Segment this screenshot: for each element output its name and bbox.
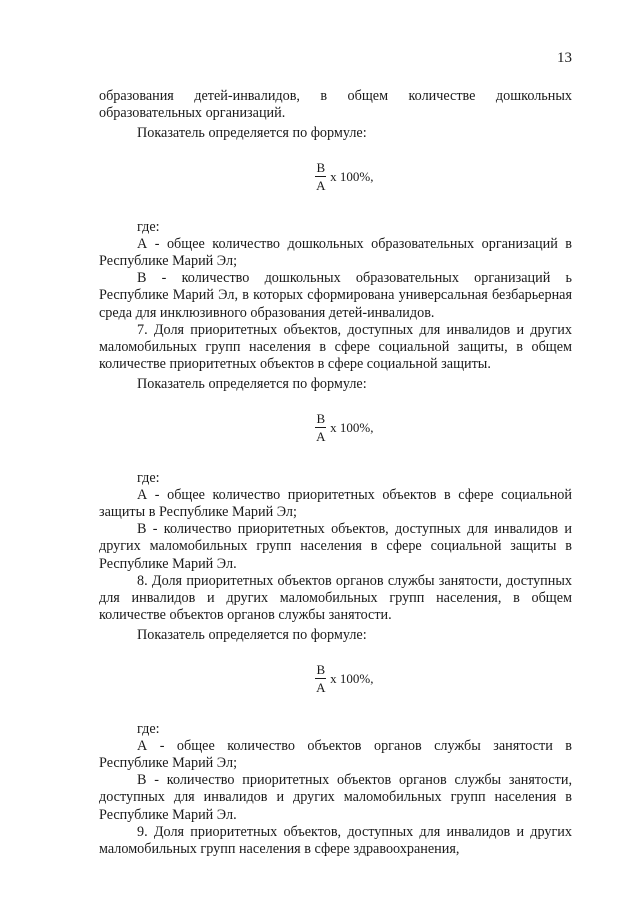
paragraph: образования детей-инвалидов, в общем количестве дошкольных образовательных организаций. [99, 88, 572, 122]
fraction-numerator: В [316, 159, 326, 175]
formula [117, 662, 572, 695]
formula [117, 411, 572, 444]
fraction-numerator: В [316, 661, 326, 677]
paragraph: Показатель определяется по формуле: [137, 376, 367, 393]
fraction-denominator: А [316, 428, 326, 444]
document-body [99, 88, 572, 858]
formula-multiplier: x 100%, [330, 168, 374, 184]
formula-multiplier: x 100%, [330, 670, 374, 686]
fraction-numerator: В [316, 410, 326, 426]
paragraph: В - количество дошкольных образовательных организаций ь Республике Марий Эл, в которых сформирована универсальная безбарьерная среда для инклюзивного образования детей-инвалидов. [99, 270, 572, 321]
paragraph: Показатель определяется по формуле: [137, 627, 367, 644]
fraction-denominator: А [316, 177, 326, 193]
formula [117, 160, 572, 193]
paragraph: Показатель определяется по формуле: [137, 125, 367, 142]
fraction [315, 662, 326, 695]
paragraph: 7. Доля приоритетных объектов, доступных для инвалидов и других маломобильных групп населения в сфере социальной защиты, в общем количестве приоритетных объектов в сфере социальной защиты. [99, 321, 572, 373]
fraction [315, 411, 326, 444]
paragraph: 9. Доля приоритетных объектов, доступных для инвалидов и других маломобильных групп населения в сфере здравоохранения, [99, 823, 572, 858]
formula-multiplier: x 100%, [330, 419, 374, 435]
paragraph: А - общее количество дошкольных образовательных организаций в Республике Марий Эл; [99, 235, 572, 270]
where-label: где: [137, 469, 160, 486]
page-number: 13 [557, 50, 572, 66]
paragraph: А - общее количество объектов органов службы занятости в Республике Марий Эл; [99, 737, 572, 772]
fraction [315, 160, 326, 193]
where-label: где: [137, 218, 160, 235]
paragraph: 8. Доля приоритетных объектов органов службы занятости, доступных для инвалидов и других маломобильных групп населения, в общем количестве объектов органов службы занятости. [99, 572, 572, 624]
paragraph: В - количество приоритетных объектов, доступных для инвалидов и других маломобильных групп населения в сфере социальной защиты в Республике Марий Эл. [99, 521, 572, 572]
fraction-denominator: А [316, 679, 326, 695]
paragraph: А - общее количество приоритетных объектов в сфере социальной защиты в Республике Марий Эл; [99, 486, 572, 521]
where-label: где: [137, 720, 160, 737]
paragraph: В - количество приоритетных объектов органов службы занятости, доступных для инвалидов и других маломобильных групп населения в Республике Марий Эл. [99, 772, 572, 823]
